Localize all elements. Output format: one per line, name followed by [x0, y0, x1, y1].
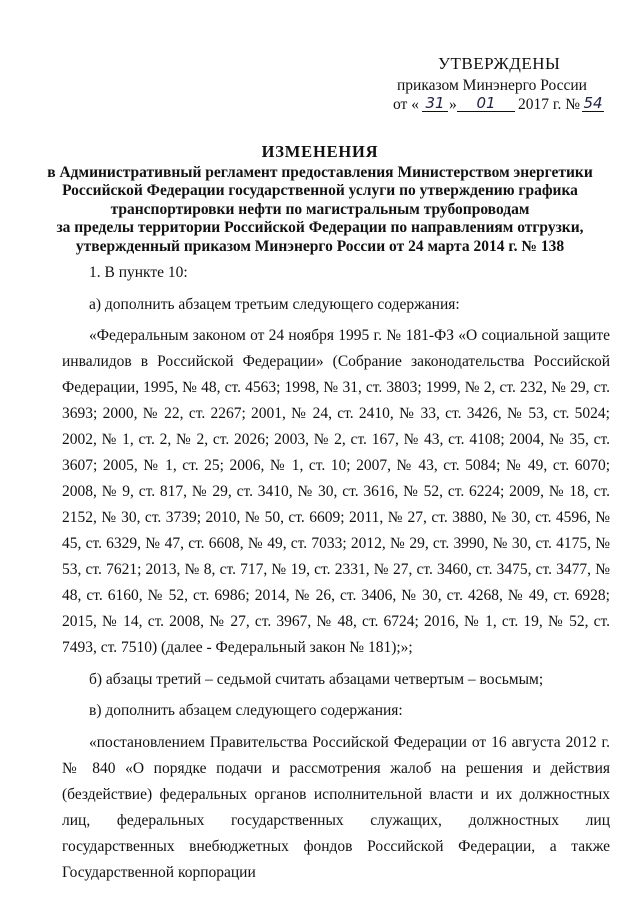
title-line: Российской Федерации государственной услуги по утверждению графика	[62, 182, 578, 200]
title-line: утвержденный приказом Минэнерго России от 24 марта 2014 г. № 138	[75, 237, 565, 255]
document-title	[30, 143, 610, 257]
approval-heading: УТВЕРЖДЕНЫ	[438, 54, 561, 73]
approval-order-line: приказом Минэнерго России	[397, 77, 587, 94]
paragraph-subitem-a: а) дополнить абзацем третьим следующего содержания:	[89, 295, 460, 313]
approval-year: 2017 г. №	[518, 96, 581, 113]
document-body	[62, 260, 610, 892]
approval-month: 01	[457, 95, 515, 112]
approval-stamp	[388, 54, 618, 117]
paragraph-decree-citation: «постановлением Правительства Российской Федерации от 16 августа 2012 г. № 840 «О порядке подачи и рассмотрения жалоб на решения и действия (бездействие) федеральных органов исполнительной власти и их должностных лиц, федеральных государственных служащих, должностных лиц государственных внебюджетных фондов Российской Федерации, а также Государственной корпорации	[62, 733, 610, 881]
paragraph-law-citation: «Федеральным законом от 24 ноября 1995 г. № 181-ФЗ «О социальной защите инвалидов в Российской Федерации» (Собрание законодательства Российской Федерации, 1995, № 48, ст. 4563; 1998, № 31, ст. 3803; 1999, № 2, ст. 232, № 29, ст. 3693; 2000, № 22, ст. 2267; 2001, № 24, ст. 2410, № 33, ст. 3426, № 53, ст. 5024; 2002, № 1, ст. 2, № 2, ст. 2026; 2003, № 2, ст. 167, № 43, ст. 4108; 2004, № 35, ст. 3607; 2005, № 1, ст. 25; 2006, № 1, ст. 10; 2007, № 43, ст. 5084; № 49, ст. 6070; 2008, № 9, ст. 817, № 29, ст. 3410, № 30, ст. 3616, № 52, ст. 6224; 2009, № 18, ст. 2152, № 30, ст. 3739; 2010, № 50, ст. 6609; 2011, № 27, ст. 3880, № 30, ст. 4596, № 45, ст. 6329, № 47, ст. 6608, № 49, ст. 7033; 2012, № 29, ст. 3990, № 30, ст. 4175, № 53, ст. 7621; 2013, № 8, ст. 717, № 19, ст. 2331, № 27, ст. 3460, ст. 3475, ст. 3477, № 48, ст. 6160, № 52, ст. 6986; 2014, № 26, ст. 3406, № 30, ст. 4268, № 49, ст. 6928; 2015, № 14, ст. 2008, № 27, ст. 3967, № 48, ст. 6724; 2016, № 1, ст. 19, № 52, ст. 7493, ст. 7510) (далее - Федеральный закон № 181);»;	[62, 327, 610, 657]
title-line: в Административный регламент предоставления Министерством энергетики	[47, 163, 593, 181]
paragraph-subitem-v: в) дополнить абзацем следующего содержания:	[89, 702, 403, 720]
approval-day: 31	[422, 95, 448, 112]
approval-date-line	[388, 95, 618, 117]
paragraph-item-1: 1. В пункте 10:	[89, 264, 188, 281]
paragraph-subitem-b: б) абзацы третий – седьмой считать абзацами четвертым – восьмым;	[89, 670, 544, 688]
title-heading: ИЗМЕНЕНИЯ	[261, 142, 379, 161]
approval-number: 54	[583, 94, 603, 112]
approval-quote-close: »	[449, 96, 457, 113]
approval-date-prefix: от «	[393, 96, 419, 113]
title-line: за пределы территории Российской Федерации по направлениям отгрузки,	[56, 219, 584, 237]
title-line: транспортировки нефти по магистральным трубопроводам	[110, 200, 530, 218]
